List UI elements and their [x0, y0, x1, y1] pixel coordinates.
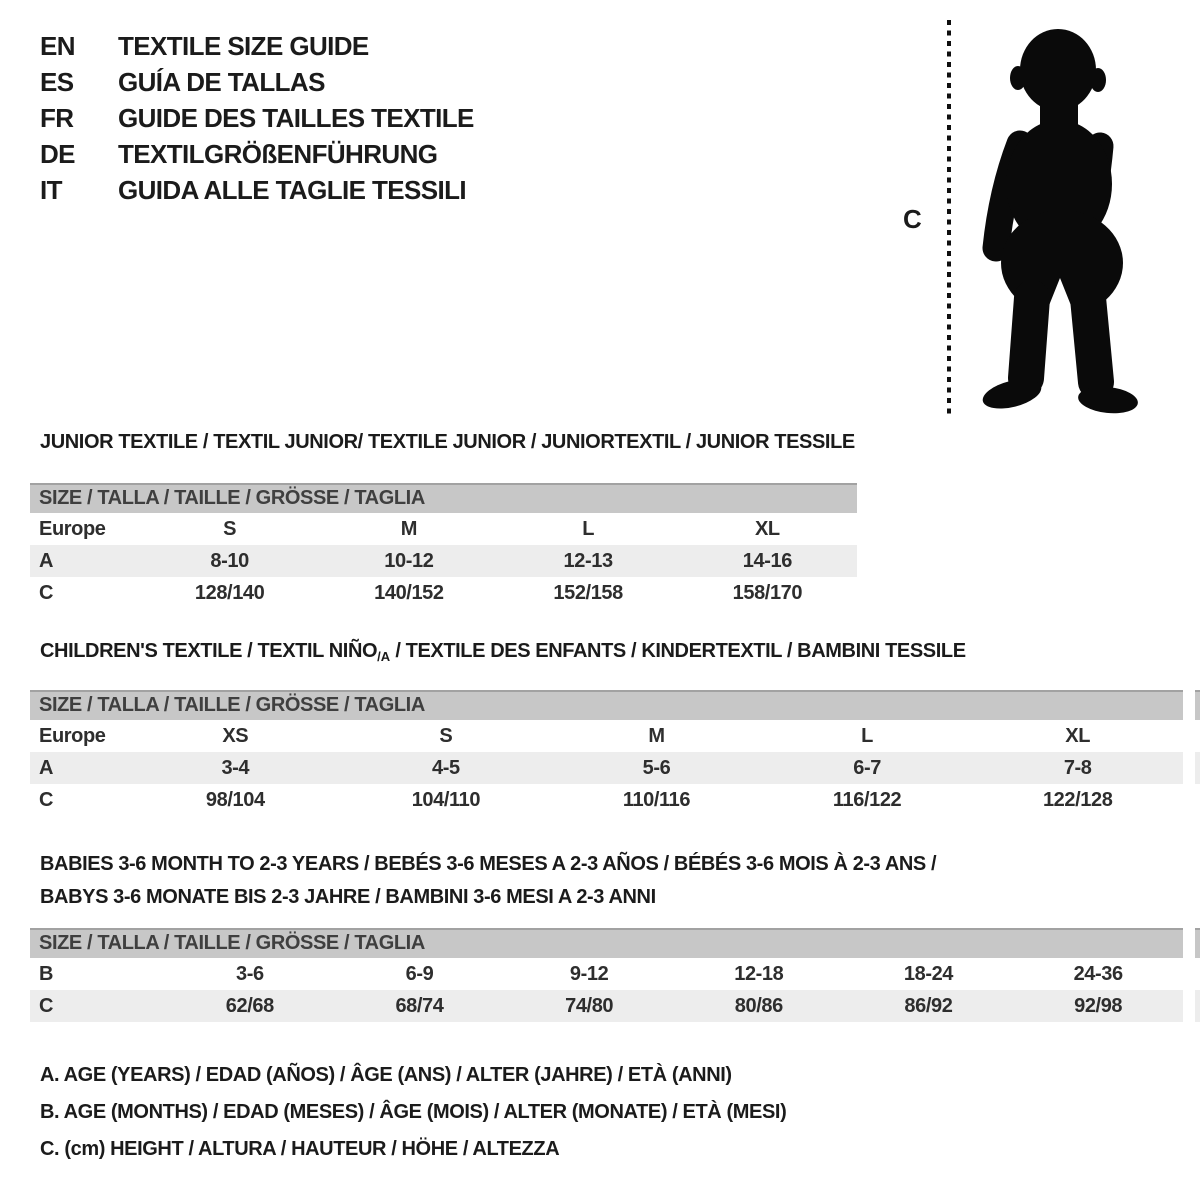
guide-title-fr: GUIDE DES TAILLES TEXTILE — [118, 102, 474, 133]
cell: 4-5 — [432, 756, 460, 779]
table-row-months — [30, 958, 1183, 990]
size-header-bar-children: SIZE / TALLA / TAILLE / GRÖSSE / TAGLIA — [30, 690, 1183, 720]
column-header: S — [439, 724, 453, 747]
footnote-list — [40, 1064, 786, 1175]
column-header: M — [400, 517, 417, 540]
cell: 98/104 — [205, 788, 265, 811]
row-label: A — [39, 549, 54, 572]
language-row-es — [40, 64, 474, 100]
section-title-children — [40, 640, 966, 664]
children-title-subscript: /A — [377, 649, 391, 664]
section-title-junior: JUNIOR TEXTILE / TEXTIL JUNIOR/ TEXTILE JUNIOR / JUNIORTEXTIL / JUNIOR TESSILE — [40, 431, 855, 453]
cell: 86/92 — [904, 994, 953, 1017]
children-title-pre: CHILDREN'S TEXTILE / TEXTIL NIÑO — [40, 640, 378, 662]
cell: 7-8 — [1063, 756, 1092, 779]
language-row-en — [40, 28, 474, 64]
table-row-height — [30, 990, 1183, 1022]
table-edge-fragment — [1195, 990, 1200, 1022]
column-header: S — [223, 517, 237, 540]
cell: 3-4 — [221, 756, 250, 779]
cell: 116/122 — [832, 788, 902, 811]
row-label: B — [39, 962, 54, 985]
cell: 80/86 — [734, 994, 783, 1017]
babies-title-line2: BABYS 3-6 MONATE BIS 2-3 JAHRE / BAMBINI 3-6 MESI A 2-3 ANNI — [40, 886, 656, 908]
cell: 6-9 — [405, 962, 434, 985]
cell: 110/116 — [622, 788, 691, 811]
cell: 152/158 — [553, 581, 623, 604]
footnote-c: C. (cm) HEIGHT / ALTURA / HAUTEUR / HÖHE / ALTEZZA — [40, 1138, 560, 1160]
cell: 8-10 — [210, 549, 249, 572]
cell: 12-18 — [734, 962, 784, 985]
section-title-babies — [40, 848, 936, 914]
cell: 92/98 — [1074, 994, 1123, 1017]
children-title-post: / TEXTILE DES ENFANTS / KINDERTEXTIL / BAMBINI TESSILE — [390, 640, 966, 662]
table-row-age — [30, 545, 857, 577]
language-code: EN — [40, 30, 75, 61]
size-header-bar-babies: SIZE / TALLA / TAILLE / GRÖSSE / TAGLIA — [30, 928, 1183, 958]
column-header: XS — [222, 724, 249, 747]
column-header: M — [648, 724, 665, 747]
cell: 10-12 — [384, 549, 434, 572]
cell: 3-6 — [235, 962, 264, 985]
cell: 158/170 — [732, 581, 803, 604]
row-label: C — [39, 581, 54, 604]
language-list — [40, 28, 474, 208]
cell: 68/74 — [395, 994, 444, 1017]
column-header: Europe — [39, 724, 106, 747]
column-header: L — [861, 724, 873, 747]
cell: 140/152 — [374, 581, 444, 604]
size-header-bar-junior: SIZE / TALLA / TAILLE / GRÖSSE / TAGLIA — [30, 483, 857, 513]
height-dimension-label: C — [903, 204, 922, 234]
cell: 18-24 — [903, 962, 954, 985]
cell: 6-7 — [853, 756, 881, 779]
baby-silhouette-shape — [980, 29, 1139, 416]
table-edge-fragment — [1195, 928, 1200, 958]
language-code: FR — [40, 102, 74, 133]
row-label: C — [39, 788, 54, 811]
cell: 9-12 — [569, 962, 609, 985]
cell: 24-36 — [1073, 962, 1123, 985]
language-code: DE — [40, 138, 75, 169]
children-size-table — [30, 720, 1183, 816]
table-row-height — [30, 577, 857, 609]
guide-title-it: GUIDA ALLE TAGLIE TESSILI — [118, 174, 467, 205]
language-row-de — [40, 136, 474, 172]
cell: 122/128 — [1042, 788, 1113, 811]
language-code: IT — [40, 174, 62, 205]
column-header: XL — [754, 517, 780, 540]
junior-size-table — [30, 513, 857, 609]
guide-title-en: TEXTILE SIZE GUIDE — [118, 30, 369, 61]
table-edge-fragment — [1195, 752, 1200, 784]
guide-title-es: GUÍA DE TALLAS — [118, 66, 325, 97]
footnote-b: B. AGE (MONTHS) / EDAD (MESES) / ÂGE (MOIS) / ALTER (MONATE) / ETÀ (MESI) — [40, 1101, 787, 1123]
language-code: ES — [40, 66, 74, 97]
guide-title-de: TEXTILGRÖßENFÜHRUNG — [118, 138, 438, 169]
cell: 62/68 — [225, 994, 274, 1017]
column-header: Europe — [39, 517, 106, 540]
cell: 74/80 — [565, 994, 614, 1017]
table-row-height — [30, 784, 1183, 816]
language-row-fr — [40, 100, 474, 136]
cell: 12-13 — [563, 549, 613, 572]
language-row-it — [40, 172, 474, 208]
table-edge-fragment — [1195, 690, 1200, 720]
table-row-age — [30, 752, 1183, 784]
table-row-header — [30, 513, 857, 545]
footnote-a: A. AGE (YEARS) / EDAD (AÑOS) / ÂGE (ANS) / ALTER (JAHRE) / ETÀ (ANNI) — [40, 1064, 732, 1086]
column-header: L — [582, 517, 595, 540]
row-label: C — [39, 994, 54, 1017]
babies-size-table — [30, 958, 1183, 1022]
table-row-header — [30, 720, 1183, 752]
cell: 104/110 — [411, 788, 481, 811]
cell: 128/140 — [194, 581, 265, 604]
row-label: A — [39, 756, 54, 779]
cell: 14-16 — [742, 549, 792, 572]
cell: 5-6 — [642, 756, 671, 779]
babies-title-line1: BABIES 3-6 MONTH TO 2-3 YEARS / BEBÉS 3-6 MESES A 2-3 AÑOS / BÉBÉS 3-6 MOIS À 2-3 ANS / — [40, 853, 937, 875]
column-header: XL — [1065, 724, 1091, 747]
baby-silhouette-image — [940, 16, 1140, 418]
